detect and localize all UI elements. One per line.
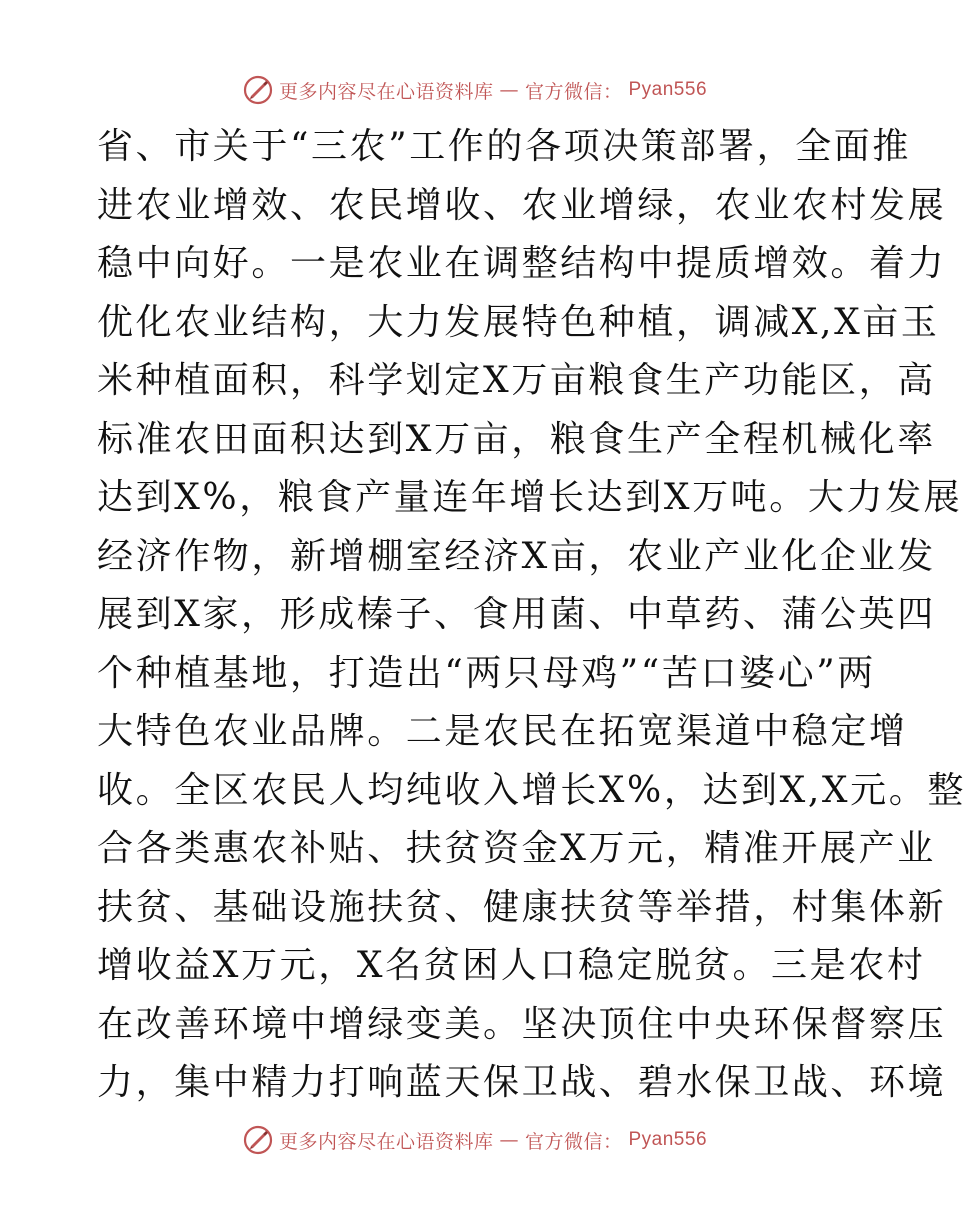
watermark-separator: — — [499, 79, 519, 101]
text-line: 省、市关于“三农”工作的各项决策部署，全面推 — [97, 126, 912, 167]
text-line: 增收益X万元，X名贫困人口稳定脱贫。三是农村 — [97, 945, 926, 986]
text-line: 经济作物，新增棚室经济X亩，农业产业化企业发 — [97, 535, 936, 577]
watermark-text: 更多内容尽在心语资料库 — [278, 80, 494, 103]
watermark-text: 更多内容尽在心语资料库 — [278, 1130, 494, 1153]
pen-logo-icon — [243, 75, 273, 105]
text-line: 扶贫、基础设施扶贫、健康扶贫等举措，村集体新 — [97, 886, 947, 928]
text-line: 优化农业结构，大力发展特色种植，调减X,X亩玉 — [97, 301, 940, 343]
text-line: 进农业增效、农民增收、农业增绿，农业农村发展 — [97, 184, 947, 226]
text-line: 个种植基地，打造出“两只母鸡”“苦口婆心”两 — [97, 652, 876, 694]
text-line: 大特色农业品牌。二是农民在拓宽渠道中稳定增 — [97, 711, 908, 752]
watermark-wechat-label: 官方微信： — [524, 1130, 623, 1153]
text-line: 收。全区农民人均纯收入增长X%，达到X,X元。整 — [97, 769, 966, 811]
text-line: 米种植面积，科学划定X万亩粮食生产功能区，高 — [97, 360, 936, 401]
text-line: 稳中向好。一是农业在调整结构中提质增效。着力 — [97, 243, 947, 284]
footer-watermark — [0, 1120, 950, 1160]
text-line: 展到X家，形成榛子、食用菌、中草药、蒲公英四 — [97, 594, 936, 635]
text-line: 标准农田面积达到X万亩，粮食生产全程机械化率 — [97, 418, 936, 460]
text-line: 在改善环境中增绿变美。坚决顶住中央环保督察压 — [97, 1003, 947, 1045]
text-line: 合各类惠农补贴、扶贫资金X万元，精准开展产业 — [97, 828, 936, 869]
watermark-wechat-id: Pyan556 — [628, 1129, 708, 1150]
text-line: 达到X%，粮食产量连年增长达到X万吨。大力发展 — [97, 477, 963, 518]
header-watermark — [0, 70, 950, 110]
text-line: 力，集中精力打响蓝天保卫战、碧水保卫战、环境 — [97, 1062, 947, 1103]
watermark-wechat-id: Pyan556 — [628, 79, 708, 100]
document-body — [97, 118, 966, 1113]
pen-logo-icon — [243, 1125, 273, 1155]
watermark-separator: — — [499, 1129, 519, 1151]
watermark-wechat-label: 官方微信： — [524, 80, 623, 103]
